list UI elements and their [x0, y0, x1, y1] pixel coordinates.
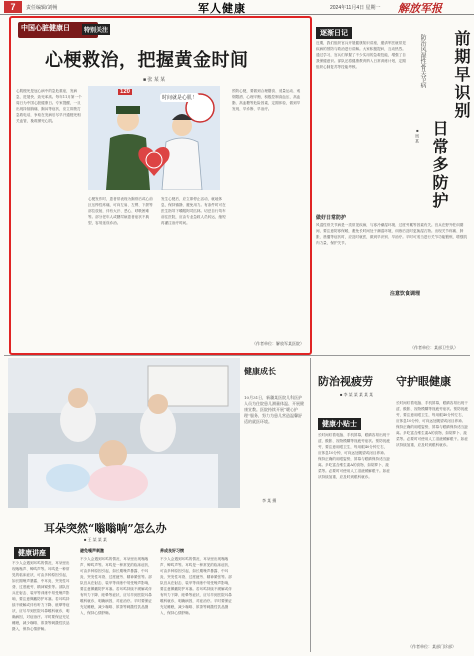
newspaper-name: 解放军报 — [398, 2, 442, 15]
news-photo — [8, 358, 240, 508]
page-info: 责任编辑/刘畅 — [26, 5, 58, 11]
article-title: 心梗救治，把握黄金时间 — [45, 50, 249, 71]
column-badge-sub: 特别关注 — [82, 24, 110, 35]
right-title-2: 日常多防护 — [430, 120, 449, 210]
illustration — [88, 86, 220, 190]
right-box-title: 逐渐日记 — [316, 27, 352, 39]
illustration-speech: 时间就是心肌！ — [162, 95, 198, 101]
right-box-text: 近期，我们组织官兵开展健康知识讲座，邀请军医就常见疾病的预防与救治进行讲解。大家积极提问，互动热烈。通过学习，官兵们掌握了不少实用的急救技能，增强了自我保健意识。部队还将健康教育纳入日常训练计划，定期组织心肺复苏等技能考核。 — [316, 41, 406, 69]
fatigue-text-col1: 长时间盯着电脑、手机屏幕，眼睛容易出现干涩、酸胀、视物模糊等视疲劳症状。预防视疲劳，要注意用眼卫生，每用眼40分钟左右，应休息10分钟，可向远处眺望或闭目养神。保持正确的用眼姿势，屏幕与眼睛保持适当距离。多吃富含维生素A的食物，如胡萝卜、菠菜等。必要时可使用人工泪液缓解眼干。如症状持续加重，应及时到眼科就诊。 — [318, 433, 390, 479]
section-title: 军人健康 — [198, 2, 246, 15]
issue-date: 2024年11月4日 星期一 — [330, 5, 381, 11]
right-author-note: （作者单位：某部卫生队） — [410, 345, 458, 350]
ear-article-text-2: 不少人会遇到耳鸣的情况，耳朵里出现嗡嗡声、蝉鸣声等。耳鸣是一种常见的临床症状，可由多种原因引起，如长期噪声暴露、中耳炎、突发性耳聋、过度疲劳、精神紧张等。部队官兵在射击、装甲等训练中易受噪声影响，要注意佩戴防护耳塞。若耳鸣持续不缓解或伴有听力下降、眩晕等症状，应尽早到医院耳鼻喉科就诊，明确病因，对症治疗。平时要保证充足睡眠，减少咖啡、浓茶等刺激性饮品摄入，保持心情舒畅。 — [80, 557, 152, 615]
doctor-soldier-illustration — [88, 86, 220, 190]
photo-title: 健康成长 — [244, 367, 276, 376]
ear-box-title: 健康讲座 — [14, 547, 50, 559]
article-byline: ■ 张 某 某 — [143, 77, 166, 83]
ear-subhead-2: 养成良好习惯 — [160, 548, 184, 553]
right-byline: ■ 周 某 — [415, 128, 420, 144]
fatigue-author-note: （作者单位：某部门诊部） — [408, 644, 456, 649]
photo-caption: 10月31日，新疆某医院儿科医护人员为住院患儿测量体温、开展健康宣教。医院持续开展“暖心护理”服务，努力为患儿营造温馨舒适的就医环境。 — [244, 395, 304, 424]
fatigue-byline: ■ 李 某 某 某 某 某 — [340, 392, 374, 397]
ear-article-title: 耳朵突然“嗡嗡响”怎么办 — [44, 522, 167, 535]
photo-credit: 李 某 摄 — [262, 498, 277, 503]
column-divider — [310, 358, 311, 652]
right-body-text: 风湿性骨关节病是一类常见疾病，与寒冷潮湿环境、过度劳累等因素有关。官兵在野外驻训期间，要注意防寒保暖，避免长时间处于潮湿环境，训练后及时更换湿衣物。出现关节疼痛、肿胀、晨僵等症状时，应及时就医，做到早识别、早治疗。平时可适当进行关节功能锻炼，增强肌肉力量，保护关节。 — [316, 223, 467, 245]
hospital-photo — [8, 358, 240, 508]
article-text-col2: 心梗发作时，患者常表现为胸骨后或心前区压榨性疼痛，可向左肩、左臂、下颌等部位放射，伴有大汗、恶心、呼吸困难等。部分老年人或糖尿病患者症状不典型，容易延误诊治。 — [88, 197, 153, 225]
right-subhead-2: 注意饮食调理 — [390, 291, 421, 297]
right-subtitle: 防治风湿性骨关节病 — [419, 34, 426, 88]
article-author-note: （作者单位：解放军某医院） — [252, 341, 304, 346]
article-text-col1: 心肌梗死是冠心病中的急危重症，发病急、进展快、致死率高。每年11月第一个周日为中国心脏健康日。专家提醒，一旦出现持续胸痛、胸闷等症状，应立即拨打急救电话，争取在发病后尽早开通梗死相关血管，挽救濒死心肌。 — [16, 89, 82, 123]
page-number: 7 — [4, 1, 22, 13]
right-title-1: 前期早识别 — [452, 30, 471, 120]
ambulance-number: 120 — [120, 89, 131, 95]
section-divider — [4, 355, 470, 356]
ear-article-text-3: 不少人会遇到耳鸣的情况，耳朵里出现嗡嗡声、蝉鸣声等。耳鸣是一种常见的临床症状，可由多种原因引起，如长期噪声暴露、中耳炎、突发性耳聋、过度疲劳、精神紧张等。部队官兵在射击、装甲等训练中易受噪声影响，要注意佩戴防护耳塞。若耳鸣持续不缓解或伴有听力下降、眩晕等症状，应尽早到医院耳鼻喉科就诊，明确病因，对症治疗。平时要保证充足睡眠，减少咖啡、浓茶等刺激性饮品摄入，保持心情舒畅。 — [160, 557, 232, 615]
ear-subhead-1: 避免噪声刺激 — [80, 548, 104, 553]
ear-article-text: 不少人会遇到耳鸣的情况，耳朵里出现嗡嗡声、蝉鸣声等。耳鸣是一种常见的临床症状，可由多种原因引起，如长期噪声暴露、中耳炎、突发性耳聋、过度疲劳、精神紧张等。部队官兵在射击、装甲等训练中易受噪声影响，要注意佩戴防护耳塞。若耳鸣持续不缓解或伴有听力下降、眩晕等症状，应尽早到医院耳鼻喉科就诊，明确病因，对症治疗。平时要保证充足睡眠，减少咖啡、浓茶等刺激性饮品摄入，保持心情舒畅。 — [12, 561, 70, 631]
fatigue-text-col2: 长时间盯着电脑、手机屏幕，眼睛容易出现干涩、酸胀、视物模糊等视疲劳症状。预防视疲劳，要注意用眼卫生，每用眼40分钟左右，应休息10分钟，可向远处眺望或闭目养神。保持正确的用眼姿势，屏幕与眼睛保持适当距离。多吃富含维生素A的食物，如胡萝卜、菠菜等。必要时可使用人工泪液缓解眼干。如症状持续加重，应及时到眼科就诊。 — [396, 401, 468, 447]
column-badge-label: 中国心脏健康日 — [21, 24, 70, 32]
article-text-col4: 预防心梗，要做到合理膳食、适量运动、戒烟限酒、心理平衡，积极控制高血压、高血脂、高血糖等危险因素，定期体检，做到早发现、早诊断、早治疗。 — [232, 89, 301, 111]
ear-article-byline: ■ 王 某 某 某 — [84, 537, 107, 542]
article-text-col3: 发生心梗后，应立即停止活动，就地休息，保持镇静，避免用力。有条件时可在医生指导下嚼服阿司匹林。切忌自行驾车前往医院，应由专业急救人员转运，缩短再灌注治疗时间。 — [161, 197, 226, 225]
right-subhead-1: 做好日常防护 — [316, 215, 347, 221]
fatigue-title-1: 防治视疲劳 — [318, 375, 373, 388]
fatigue-box-title: 健康小贴士 — [318, 418, 361, 430]
fatigue-title-2: 守护眼健康 — [396, 375, 451, 388]
